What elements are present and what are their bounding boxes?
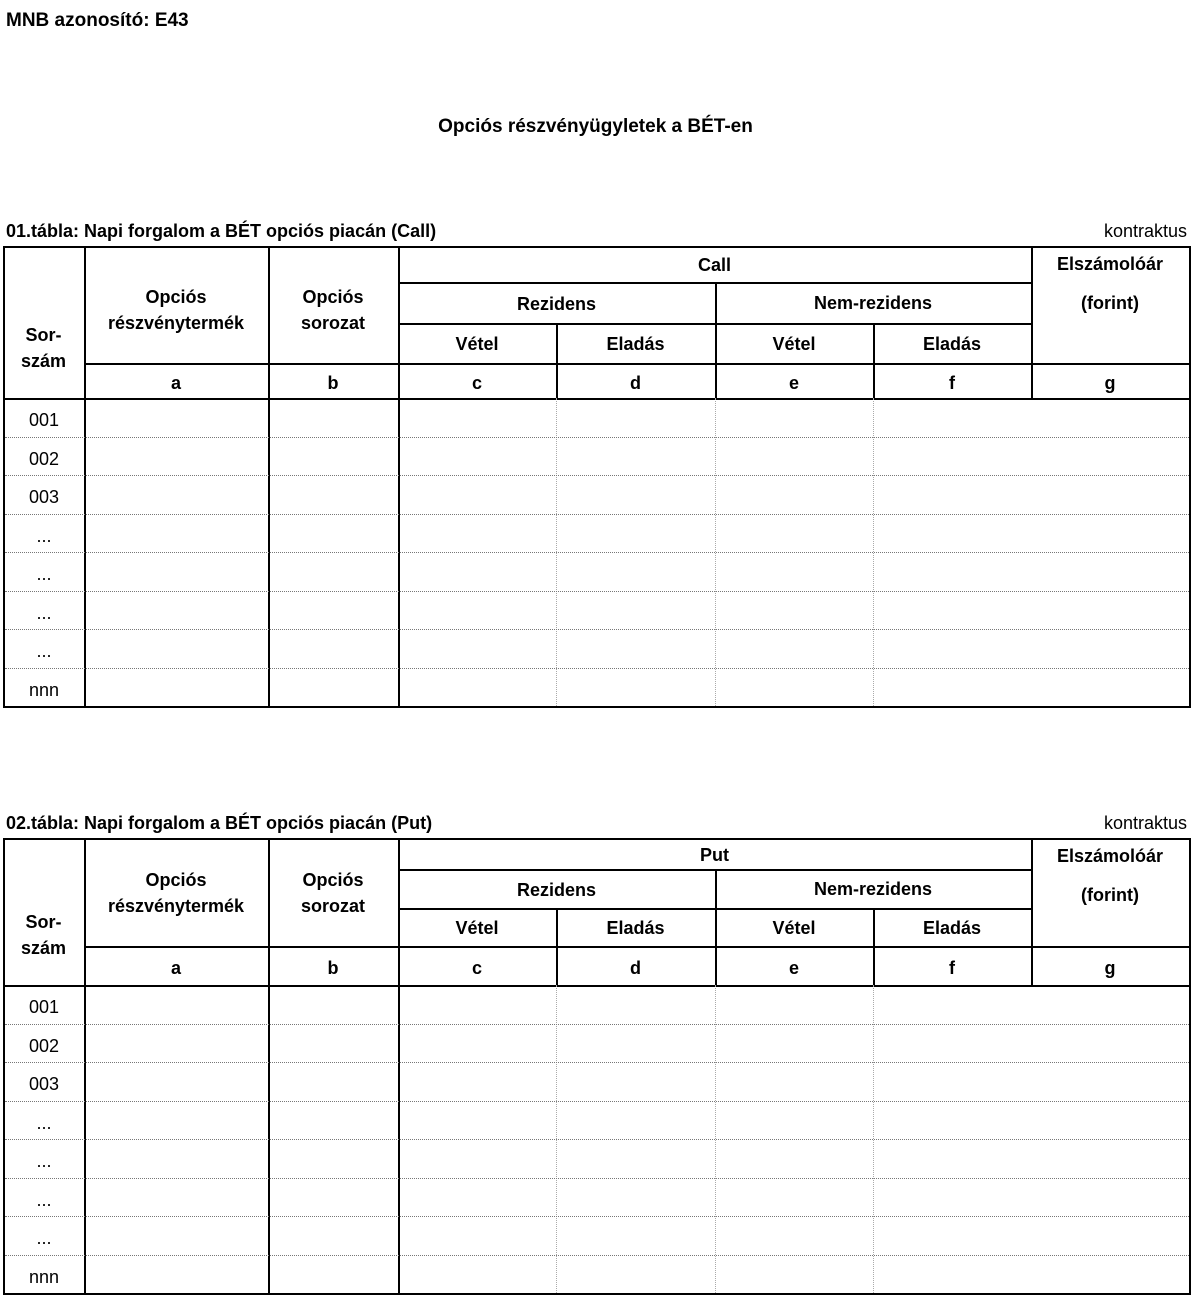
grid-line <box>398 246 400 706</box>
product-header: Opciós <box>145 286 207 307</box>
row-separator <box>5 1101 1189 1102</box>
row-separator <box>5 629 1189 630</box>
row-separator <box>5 1062 1189 1063</box>
row-number-header: Sor- <box>25 912 62 932</box>
row-number-header-2: szám <box>20 938 67 958</box>
row-separator <box>5 475 1189 476</box>
grid-line <box>3 838 5 1295</box>
table-caption: 01.tábla: Napi forgalom a BÉT opciós piacán (Call) <box>6 221 437 241</box>
row-number: ... <box>36 641 52 661</box>
grid-line <box>3 985 1191 987</box>
row-number: ... <box>36 1112 52 1133</box>
row-number: ... <box>36 1228 52 1248</box>
row-separator <box>5 552 1189 553</box>
table-unit: kontraktus <box>1103 813 1187 833</box>
row-number: 002 <box>28 1035 60 1056</box>
column-letter-f: f <box>949 957 955 978</box>
column-letter-g: g <box>1104 372 1116 393</box>
grid-line <box>3 838 1191 840</box>
column-letter-c: c <box>471 372 482 393</box>
series-header-2: sorozat <box>300 896 365 916</box>
data-table <box>3 246 1189 706</box>
row-number: ... <box>36 525 52 546</box>
row-separator <box>5 1178 1189 1179</box>
grid-line <box>3 246 1191 248</box>
column-letter-f: f <box>949 372 955 393</box>
row-separator <box>5 514 1189 515</box>
nonresident-buy-header: Vétel <box>772 918 816 938</box>
row-separator <box>5 591 1189 592</box>
row-number: nnn <box>28 679 60 700</box>
column-letter-d: d <box>630 372 641 393</box>
row-separator <box>5 1255 1189 1256</box>
column-letter-b: b <box>327 957 339 978</box>
resident-buy-header: Vétel <box>455 918 499 938</box>
group-header: Put <box>700 844 729 865</box>
resident-sell-header: Eladás <box>606 918 665 938</box>
column-letter-d: d <box>630 957 641 978</box>
product-header: Opciós <box>145 870 207 890</box>
grid-line <box>3 398 1191 400</box>
row-separator <box>5 437 1189 438</box>
series-header: Opciós <box>302 286 364 307</box>
row-separator <box>5 1216 1189 1217</box>
row-number: 003 <box>28 1074 60 1094</box>
nonresident-header: Nem-rezidens <box>813 878 933 899</box>
row-number: ... <box>36 1189 52 1210</box>
column-letter-b: b <box>327 372 339 393</box>
grid-line <box>84 946 1191 948</box>
nonresident-sell-header: Eladás <box>922 918 982 938</box>
settlement-price-header: Elszámolóár <box>1056 254 1164 274</box>
settlement-price-unit: (forint) <box>1081 293 1139 313</box>
nonresident-sell-header: Eladás <box>922 334 982 354</box>
grid-line <box>398 838 400 1293</box>
row-separator <box>5 1024 1189 1025</box>
resident-header: Rezidens <box>516 293 597 314</box>
column-letter-e: e <box>788 372 799 393</box>
product-header-2: részvénytermék <box>107 896 245 916</box>
row-number: 001 <box>28 410 60 430</box>
table-caption: 02.tábla: Napi forgalom a BÉT opciós piacán (Put) <box>6 813 433 833</box>
resident-buy-header: Vétel <box>455 334 499 354</box>
column-letter-a: a <box>170 957 181 978</box>
product-header-2: részvénytermék <box>107 312 245 333</box>
nonresident-buy-header: Vétel <box>772 334 816 354</box>
resident-header: Rezidens <box>516 879 597 900</box>
grid-line <box>3 246 5 708</box>
table-unit: kontraktus <box>1103 221 1187 241</box>
row-separator <box>5 668 1189 669</box>
group-header: Call <box>697 255 731 275</box>
document-title: Opciós részvényügyletek a BÉT-en <box>438 116 753 137</box>
column-letter-c: c <box>471 957 482 978</box>
row-number: 001 <box>28 997 60 1017</box>
series-header: Opciós <box>302 870 364 890</box>
row-number: 003 <box>28 487 60 507</box>
row-number: 002 <box>28 448 60 469</box>
row-number-header: Sor- <box>25 324 62 345</box>
column-letter-a: a <box>170 372 181 393</box>
column-letter-e: e <box>788 957 799 978</box>
grid-line <box>84 363 1191 365</box>
grid-line <box>3 706 1191 708</box>
row-number: ... <box>36 1151 52 1171</box>
data-table <box>3 838 1189 1293</box>
row-number-header-2: szám <box>20 350 67 371</box>
grid-line <box>3 1293 1191 1295</box>
mnb-identifier: MNB azonosító: E43 <box>6 10 189 31</box>
settlement-price-unit: (forint) <box>1081 885 1139 905</box>
row-number: ... <box>36 602 52 623</box>
series-header-2: sorozat <box>300 312 365 333</box>
nonresident-header: Nem-rezidens <box>813 292 933 313</box>
resident-sell-header: Eladás <box>606 334 665 354</box>
settlement-price-header: Elszámolóár <box>1056 846 1164 866</box>
row-separator <box>5 1139 1189 1140</box>
column-letter-g: g <box>1104 957 1116 978</box>
row-number: nnn <box>28 1266 60 1287</box>
row-number: ... <box>36 564 52 584</box>
